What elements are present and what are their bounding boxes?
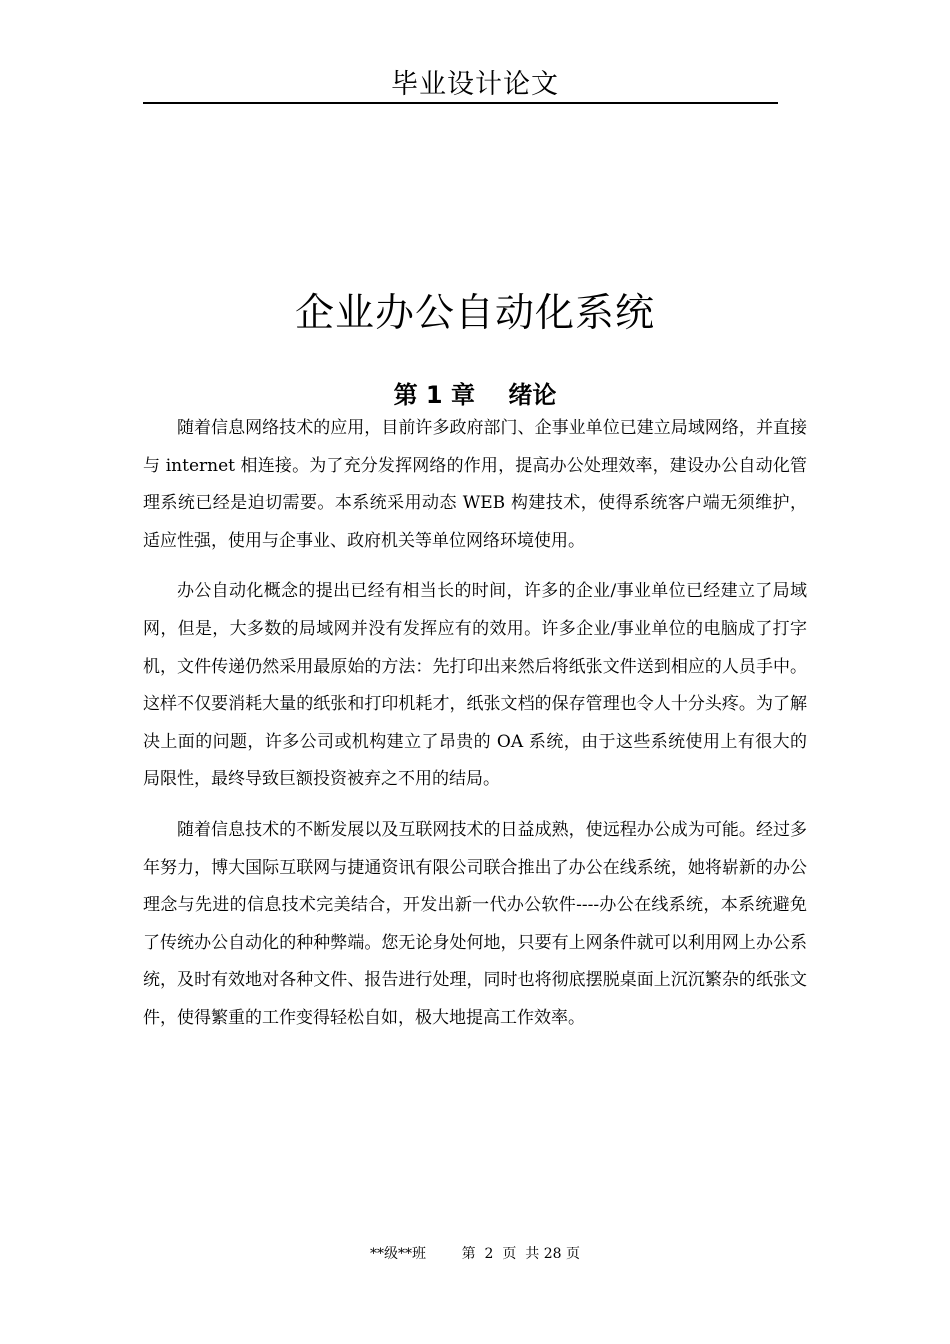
- document-title: 企业办公自动化系统: [294, 291, 655, 337]
- paragraph-1: 随着信息网络技术的应用，目前许多政府部门、企事业单位已建立局域网络，并直接与 internet 相连接。为了充分发挥网络的作用，提高办公处理效率，建设办公自动化管理系统已经是迫切需要。本系统采用动态 WEB 构建技术，使得系统客户端无须维护，适应性强，使用与企事业、政府机关等单位网络环境使用。: [143, 418, 807, 551]
- paragraph-3: 随着信息技术的不断发展以及互联网技术的日益成熟，使远程办公成为可能。经过多年努力，博大国际互联网与捷通资讯有限公司联合推出了办公在线系统，她将崭新的办公理念与先进的信息技术完美结合，开发出新一代办公软件----办公在线系统，本系统避免了传统办公自动化的种种弊端。您无论身处何地，只要有上网条件就可以利用网上办公系统，及时有效地对各种文件、报告进行处理，同时也将彻底摆脱桌面上沉沉繁杂的纸张文件，使得繁重的工作变得轻松自如，极大地提高工作效率。: [143, 819, 807, 1028]
- header-rule: [143, 102, 778, 104]
- chapter-heading: 第 1 章 绪论: [393, 380, 557, 409]
- paragraph-2: 办公自动化概念的提出已经有相当长的时间，许多的企业/事业单位已经建立了局域网，但是，大多数的局域网并没有发挥应有的效用。许多企业/事业单位的电脑成了打字机，文件传递仍然采用最原始的方法：先打印出来然后将纸张文件送到相应的人员手中。这样不仅要消耗大量的纸张和打印机耗才，纸张文档的保存管理也令人十分头疼。为了解决上面的问题，许多公司或机构建立了昂贵的 OA 系统，由于这些系统使用上有很大的局限性，最终导致巨额投资被弃之不用的结局。: [143, 581, 807, 790]
- page-footer: [0, 1243, 950, 1265]
- footer-class-label: **级**班: [370, 1246, 427, 1262]
- footer-page-info: 第 2 页 共 28 页: [461, 1246, 580, 1262]
- header-title: 毕业设计论文: [391, 69, 559, 100]
- body-text: [143, 410, 807, 1051]
